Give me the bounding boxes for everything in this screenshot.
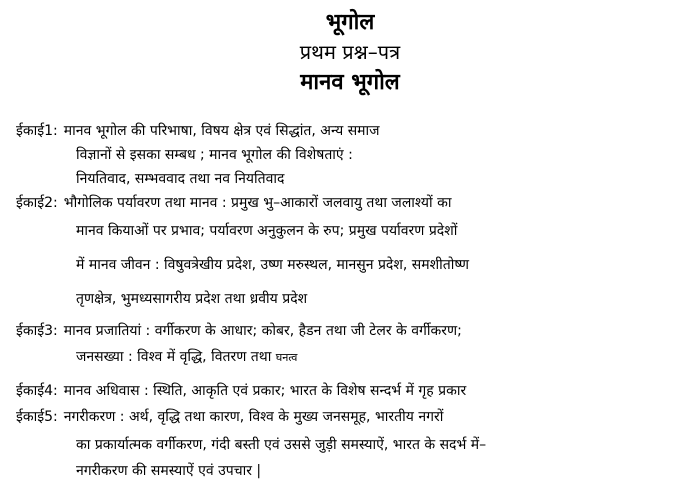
unit1-text1: मानव भूगोल की परिभाषा, विषय क्षेत्र एवं सिद्धांत, अन्य समाज (63, 123, 380, 139)
paper-title: प्रथम प्रश्न–पत्र (299, 40, 401, 64)
unit3-text1: मानव प्रजातियां : वर्गीकरण के आधार; कोबर, हैडन तथा जी टेलर के वर्गीकरण; (63, 323, 462, 339)
unit4-tag: ईकाई4: (16, 383, 58, 399)
unit5-line3: नगरीकरण की समस्याऐं एवं उपचार | (76, 463, 262, 479)
subject-title: भूगोल (325, 10, 375, 35)
unit3-line1 (16, 322, 462, 340)
unit4-text1: मानव अधिवास : स्थिति, आकृति एवं प्रकार; भारत के विशेष सन्दर्भ में गृह प्रकार (63, 383, 467, 399)
unit2-tag: ईकाई2: (16, 195, 58, 211)
unit2-line1 (16, 194, 451, 212)
course-title: मानव भूगोल (300, 70, 400, 95)
unit3-text2: जनसख्या : विश्व में वृद्धि, वितरण तथा (76, 349, 272, 365)
unit3-small-word: घनत्व (275, 351, 298, 364)
unit2-line3: में मानव जीवन : विषुवत्रेखीय प्रदेश, उष्ण मरुस्थल, मानसुन प्रदेश, समशीतोष्ण (76, 257, 469, 273)
unit2-line4: तृणक्षेत्र, भुमध्यसागरीय प्रदेश तथा ध्रवीय प्रदेश (76, 291, 308, 307)
unit5-text1: नगरीकरण : अर्थ, वृद्धि तथा कारण, विश्व के मुख्य जनसमूह, भारतीय नगरों (63, 409, 444, 425)
unit5-line1 (16, 408, 443, 426)
unit2-line2: मानव कियाओं पर प्रभाव; पर्यावरण अनुकुलन के रुप; प्रमुख पर्यावरण प्रदेशों (76, 223, 458, 239)
unit1-line3: नियतिवाद, सम्भववाद तथा नव नियतिवाद (76, 171, 285, 187)
unit1-line1 (16, 122, 380, 140)
unit3-line2 (76, 348, 297, 367)
unit2-text1: भौगोलिक पर्यावरण तथा मानव : प्रमुख भु–आकारों जलवायु तथा जलाश्यों का (63, 195, 452, 211)
unit5-tag: ईकाई5: (16, 409, 58, 425)
unit4-line1 (16, 382, 466, 400)
unit1-line2: विज्ञानों से इसका सम्बध ; मानव भूगोल की विशेषताएं : (76, 147, 353, 163)
unit3-tag: ईकाई3: (16, 323, 58, 339)
unit5-line2: का प्रकार्यात्मक वर्गीकरण, गंदी बस्ती एवं उससे जुड़ी समस्याऐं, भारत के सदर्भ में– (76, 437, 487, 453)
unit1-tag: ईकाई1: (16, 123, 58, 139)
